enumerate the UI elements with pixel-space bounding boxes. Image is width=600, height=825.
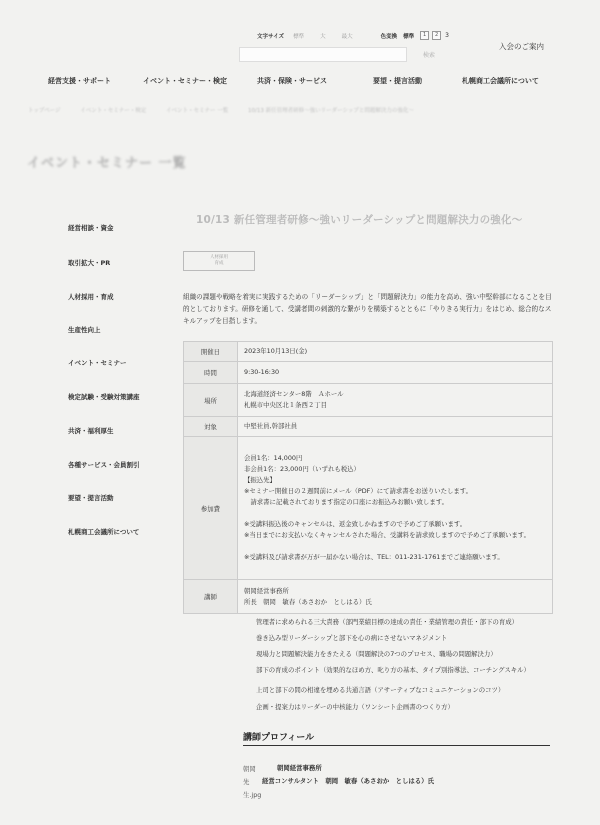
profile-heading: 講師プロフィール: [243, 733, 315, 743]
event-title: 10/13 新任管理者研修〜強いリーダーシップと問題解決力の強化〜: [196, 214, 523, 226]
nav-item-proposals[interactable]: 要望・提言活動: [373, 77, 422, 85]
row-target: [184, 417, 553, 437]
row-date: [184, 342, 553, 362]
fee-label: 参加費: [184, 437, 238, 580]
fee-line: ※受講料振込後のキャンセルは、返金致しかねますので予めご了承願います。: [244, 520, 467, 528]
nav-item-mutual-aid[interactable]: 共済・保険・サービス: [257, 77, 327, 85]
fee-line: 会員1名：14,000円: [244, 454, 303, 462]
list-item: 巻き込み型リーダーシップと部下を心の病にさせないマネジメント: [256, 634, 448, 642]
broken-image-photo: 朝岡先生.jpg: [243, 765, 262, 799]
sidebar-item-productivity[interactable]: 生産性向上: [68, 326, 101, 334]
breadcrumb: [28, 106, 432, 114]
breadcrumb-current: 10/13 新任管理者研修〜強いリーダーシップと問題解決力の強化〜: [248, 108, 414, 114]
nav-item-events[interactable]: イベント・セミナー・検定: [143, 77, 227, 85]
page-title: イベント・セミナー 一覧: [27, 156, 187, 171]
font-size-max[interactable]: 最大: [341, 33, 353, 40]
sidebar-item-about[interactable]: 札幌商工会議所について: [68, 528, 140, 536]
target-value: 中堅社員,幹部社員: [238, 417, 553, 437]
sidebar-item-events[interactable]: イベント・セミナー: [68, 359, 127, 367]
fee-line: ※当日までにお支払いなくキャンセルされた場合、受講料を請求致しますので予めご了承願います。: [244, 531, 531, 539]
fee-line: 請求書に記載されております指定の口座にお振込みお願い致します。: [244, 498, 448, 506]
profile-title-name: 経営コンサルタント 朝岡 敏春（あさおか としはる）氏: [262, 777, 434, 785]
category-tag-line1: 人材採用: [210, 255, 228, 260]
nav-item-about[interactable]: 札幌商工会議所について: [462, 77, 539, 85]
color-standard-button[interactable]: 標準: [403, 33, 415, 40]
font-size-label: 文字サイズ: [257, 33, 285, 40]
breadcrumb-event-list[interactable]: イベント・セミナー 一覧: [166, 108, 229, 114]
row-time: [184, 362, 553, 384]
date-label: 開催日: [184, 342, 238, 362]
event-intro: 組織の課題や戦略を着実に実践するための「リーダーシップ」と「問題解決力」の能力を高め、強い中堅幹部になることを目的としております。研修を通して、受講者間の刺激的な繋がりを構築するとともに「やりきる実行力」をはじめ、総合的なスキルアップを目指します。: [183, 293, 552, 325]
color-label: 色変換: [380, 33, 398, 40]
color-option-3[interactable]: 3: [445, 32, 449, 39]
lecturer-org: 朝岡経営事務所: [244, 586, 289, 595]
list-item: 現場力と問題解決能力をきたえる（問題解決の7つのプロセス、職場の問題解決力）: [256, 650, 497, 658]
join-link[interactable]: 入会のご案内: [499, 42, 544, 51]
breadcrumb-home[interactable]: トップページ: [28, 108, 61, 114]
profile-divider: [243, 745, 550, 746]
search-input[interactable]: [239, 47, 407, 62]
list-item: 企画・提案力はリーダーの中核能力（ワンシート企画書のつくり方）: [256, 703, 454, 711]
global-nav: [48, 76, 568, 92]
date-value: 2023年10月13日(金): [238, 342, 553, 362]
place-value: [238, 384, 553, 417]
sidebar-item-services[interactable]: 各種サービス・会員割引: [68, 461, 140, 469]
sidebar-item-consulting[interactable]: 経営相談・資金: [68, 224, 114, 232]
sidebar-item-trade[interactable]: 取引拡大・PR: [68, 259, 111, 267]
site-search: [239, 47, 435, 62]
search-button[interactable]: 検索: [422, 52, 435, 59]
row-place: [184, 384, 553, 417]
color-option-1[interactable]: 1: [420, 31, 429, 40]
time-value: 9:30-16:30: [238, 362, 553, 384]
breadcrumb-events[interactable]: イベント・セミナー・検定: [80, 108, 147, 114]
category-tag-line2: 育成: [214, 261, 224, 266]
lecturer-value: [238, 580, 553, 614]
category-tag[interactable]: [183, 251, 255, 271]
lecturer-label: 講師: [184, 580, 238, 614]
fee-line: ※受講料及び請求書が万が一届かない場合は、TEL：011-231-1761までご連絡願います。: [244, 553, 504, 561]
sidebar-item-welfare[interactable]: 共済・福利厚生: [68, 427, 114, 435]
color-option-2[interactable]: 2: [432, 31, 441, 40]
list-item: 管理者に求められる三大責務（部門業績目標の達成の責任・業績管理の責任・部下の育成）: [256, 618, 519, 626]
event-info-table: [183, 341, 553, 614]
profile-org: 朝岡経営事務所: [277, 764, 322, 772]
sidebar-item-hr[interactable]: 人材採用・育成: [68, 293, 114, 301]
fee-line: 非会員1名：23,000円（いずれも税込）: [244, 465, 360, 473]
fee-line: [244, 508, 546, 519]
fee-line: 【振込先】: [244, 476, 276, 484]
font-size-large[interactable]: 大: [320, 33, 326, 40]
fee-line: [244, 541, 546, 552]
sidebar-item-exams[interactable]: 検定試験・受験対策講座: [68, 393, 140, 401]
row-fee: [184, 437, 553, 580]
list-item: 部下の育成のポイント（効果的なほめ方、叱り方の基本、タイプ別指導法、コーチングスキル）: [256, 666, 530, 674]
place-line-2: 札幌市中央区北１条西２丁目: [244, 401, 328, 409]
list-item: 上司と部下の間の相違を埋める共通言語（アサーティブなコミュニケーションのコツ）: [256, 686, 505, 694]
fee-line: ※セミナー開催日の２週間前にメール（PDF）にて請求書をお送りいたします。: [244, 487, 473, 495]
fee-value: [238, 437, 553, 580]
utility-bar: [257, 31, 449, 40]
lecturer-name: 所長 朝岡 敏春（あさおか としはる）氏: [244, 597, 372, 606]
font-size-standard[interactable]: 標準: [293, 33, 305, 40]
row-lecturer: [184, 580, 553, 614]
place-label: 場所: [184, 384, 238, 417]
sidebar-item-proposals[interactable]: 要望・提言活動: [68, 494, 114, 502]
target-label: 対象: [184, 417, 238, 437]
place-line-1: 北海道経済センター8階 Ａホール: [244, 390, 344, 398]
nav-item-management-support[interactable]: 経営支援・サポート: [48, 77, 111, 85]
time-label: 時間: [184, 362, 238, 384]
